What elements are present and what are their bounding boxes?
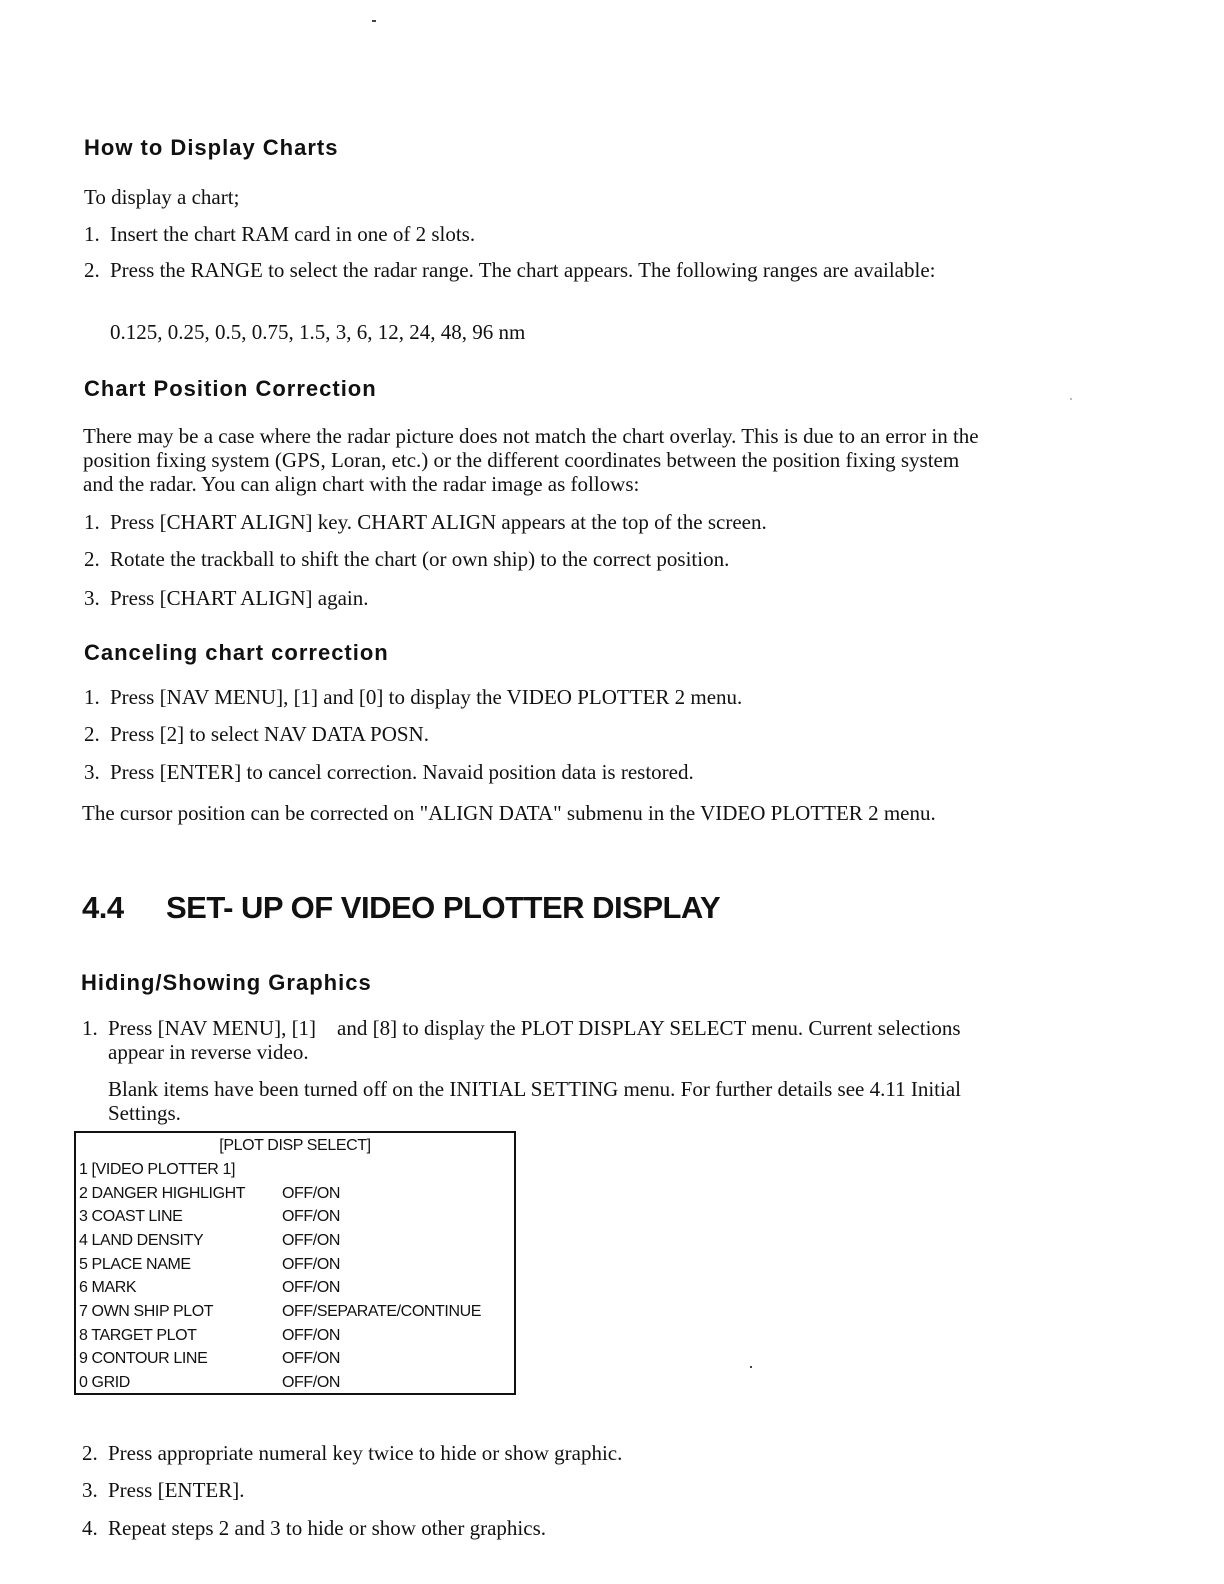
section-title: SET- UP OF VIDEO PLOTTER DISPLAY: [166, 890, 721, 925]
step-number: 2.: [82, 1441, 98, 1465]
menu-row: [79, 1182, 340, 1205]
section-number: 4.4: [82, 890, 124, 925]
step-text: Press [ENTER] to cancel correction. Navaid position data is restored.: [110, 760, 694, 784]
menu-item-option: OFF/ON: [282, 1350, 341, 1367]
step-number: 1.: [84, 510, 100, 534]
step-number: 1.: [84, 685, 100, 709]
step-text: Press [CHART ALIGN] again.: [110, 586, 369, 610]
step-text: Press appropriate numeral key twice to hide or show graphic.: [108, 1441, 623, 1465]
menu-title: [PLOT DISP SELECT]: [219, 1137, 371, 1154]
scan-speck: [1070, 398, 1072, 400]
heading-canceling-correction: Canceling chart correction: [84, 640, 389, 665]
list-item: [84, 222, 984, 246]
list-item: [84, 258, 984, 282]
list-item: [84, 685, 742, 709]
menu-row: [79, 1205, 340, 1228]
step-number: 4.: [82, 1516, 98, 1540]
menu-item-label: 0 GRID: [79, 1374, 130, 1391]
list-item: [82, 1516, 546, 1540]
menu-item-label: 1 [VIDEO PLOTTER 1]: [79, 1161, 236, 1178]
step-text: Press [ENTER].: [108, 1478, 245, 1502]
list-item: [84, 510, 767, 534]
step-text: Rotate the trackball to shift the chart (or own ship) to the correct position.: [110, 547, 730, 571]
heading-hiding-showing: Hiding/Showing Graphics: [81, 970, 372, 995]
list-item: [84, 547, 729, 571]
range-values: 0.125, 0.25, 0.5, 0.75, 1.5, 3, 6, 12, 24, 48, 96 nm: [110, 320, 526, 344]
menu-row: [79, 1158, 282, 1181]
step-number: 1.: [82, 1016, 98, 1040]
cursor-note: The cursor position can be corrected on "ALIGN DATA" submenu in the VIDEO PLOTTER 2 menu.: [82, 801, 936, 825]
list-item: [84, 722, 429, 746]
menu-item-option: OFF/SEPARATE/CONTINUE: [282, 1303, 482, 1320]
menu-row: [79, 1229, 340, 1252]
step-text: Insert the chart RAM card in one of 2 slots.: [110, 222, 476, 246]
list-item: [84, 760, 694, 784]
step-number: 3.: [84, 760, 100, 784]
menu-item-label: 7 OWN SHIP PLOT: [79, 1303, 214, 1320]
menu-item-option: OFF/ON: [282, 1256, 341, 1273]
menu-item-label: 9 CONTOUR LINE: [79, 1350, 208, 1367]
menu-item-option: OFF/ON: [282, 1327, 341, 1344]
step-number: 3.: [82, 1478, 98, 1502]
menu-row: [79, 1253, 340, 1276]
intro-text: To display a chart;: [84, 185, 240, 209]
menu-item-option: OFF/ON: [282, 1232, 341, 1249]
step-number: 2.: [84, 547, 100, 571]
menu-row: [79, 1324, 340, 1347]
step-number: 1.: [84, 222, 100, 246]
list-item: [82, 1441, 622, 1465]
step-text: Press [NAV MENU], [1] and [0] to display the VIDEO PLOTTER 2 menu.: [110, 685, 743, 709]
menu-item-label: 3 COAST LINE: [79, 1208, 183, 1225]
menu-item-label: 4 LAND DENSITY: [79, 1232, 204, 1249]
menu-row: [79, 1371, 340, 1394]
menu-item-option: OFF/ON: [282, 1185, 341, 1202]
list-item: [82, 1016, 988, 1064]
scan-speck: [750, 1366, 752, 1368]
list-item: [82, 1478, 244, 1502]
step-number: 2.: [84, 258, 100, 282]
step-text: Repeat steps 2 and 3 to hide or show other graphics.: [108, 1516, 546, 1540]
step-text: Press [NAV MENU], [1] and [8] to display the PLOT DISPLAY SELECT menu. Current selections appear in reverse video.: [108, 1016, 961, 1064]
step-number: 3.: [84, 586, 100, 610]
step-text: Press [CHART ALIGN] key. CHART ALIGN appears at the top of the screen.: [110, 510, 767, 534]
plot-disp-select-menu: [74, 1131, 516, 1395]
correction-paragraph: There may be a case where the radar picture does not match the chart overlay. This is due to an error in the position fixing system (GPS, Loran, etc.) or the different coordinates between the position fixing system and the radar. You can align chart with the radar image as follows:: [83, 424, 979, 496]
menu-item-label: 6 MARK: [79, 1279, 137, 1296]
menu-item-option: OFF/ON: [282, 1279, 341, 1296]
menu-item-label: 2 DANGER HIGHLIGHT: [79, 1185, 246, 1202]
list-item: [84, 586, 369, 610]
menu-row: [79, 1300, 481, 1323]
menu-item-option: OFF/ON: [282, 1374, 341, 1391]
blank-items-note: Blank items have been turned off on the INITIAL SETTING menu. For further details see 4.11 Initial Settings.: [108, 1077, 961, 1125]
heading-position-correction: Chart Position Correction: [84, 376, 377, 401]
scan-speck: [372, 20, 376, 22]
heading-display-charts: How to Display Charts: [84, 135, 339, 160]
step-text: Press [2] to select NAV DATA POSN.: [110, 722, 429, 746]
step-text: Press the RANGE to select the radar range. The chart appears. The following ranges are available:: [110, 258, 936, 282]
menu-item-option: OFF/ON: [282, 1208, 341, 1225]
menu-row: [79, 1347, 340, 1370]
menu-row: [79, 1276, 340, 1299]
menu-item-label: 8 TARGET PLOT: [79, 1327, 197, 1344]
step-number: 2.: [84, 722, 100, 746]
section-heading: [82, 890, 720, 926]
menu-item-label: 5 PLACE NAME: [79, 1256, 191, 1273]
